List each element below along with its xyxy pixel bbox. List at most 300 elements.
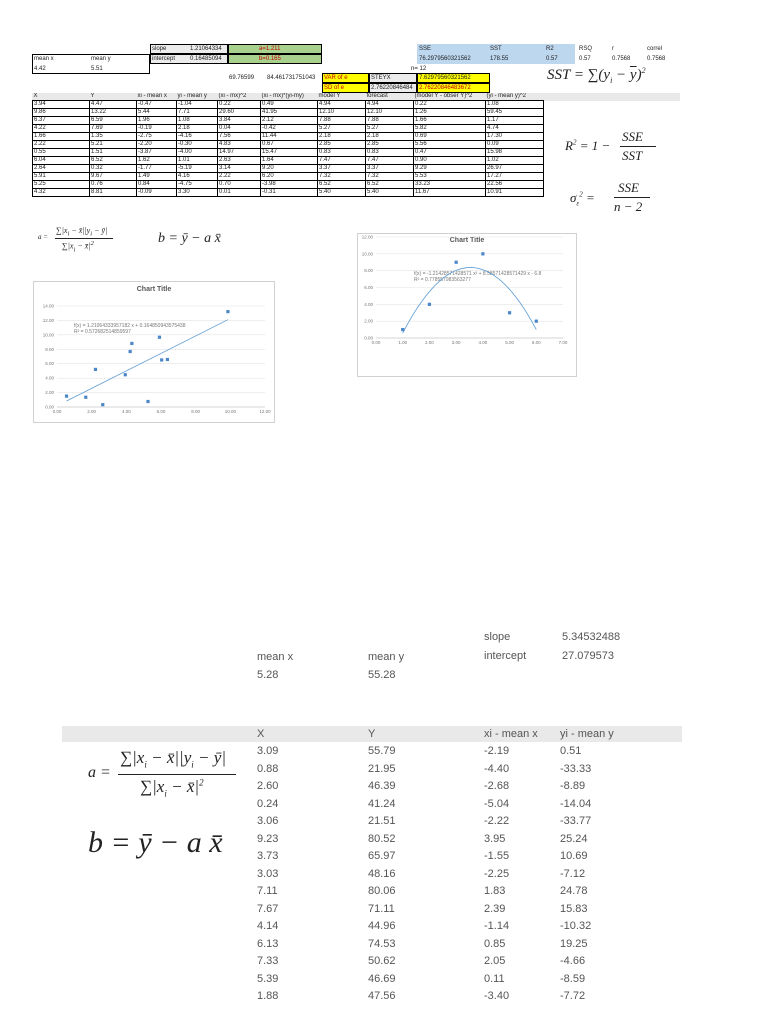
table-cell: 5.40 — [318, 189, 366, 197]
col-header: X — [33, 93, 38, 99]
data-point — [101, 403, 104, 406]
table-cell: -2.20 — [137, 141, 177, 149]
table-cell: 9.86 — [33, 109, 90, 117]
table-cell: 3.03 — [257, 867, 279, 880]
table-cell: 7.32 — [366, 173, 414, 181]
table-cell: -2.68 — [484, 780, 510, 792]
sse-label: SSE — [419, 46, 432, 52]
data-point — [65, 395, 68, 398]
slope-label: slope — [152, 46, 167, 52]
table-row — [33, 165, 544, 173]
table-cell: 1.88 — [257, 990, 279, 1002]
r-value: 0.7568 — [612, 56, 631, 62]
table-cell: -1.04 — [177, 101, 218, 109]
lower-table-header — [62, 726, 682, 742]
table-cell: 5.27 — [366, 125, 414, 133]
y-tick-label: 4.00 — [45, 375, 54, 381]
table-cell: 1.02 — [486, 157, 544, 165]
slope-round: a=1.211 — [259, 46, 281, 52]
slope-formula-small-num: $\sum|x_i$ − $x̄||y_i$ − ȳ| — [56, 226, 108, 238]
table-cell: 3.84 — [218, 117, 261, 125]
table-cell: 1.96 — [137, 117, 177, 125]
table-cell: 7.69 — [90, 125, 137, 133]
table-cell: 59.45 — [486, 109, 544, 117]
y-tick-label: 0.00 — [364, 335, 373, 341]
table-cell: 41.95 — [261, 109, 318, 117]
table-cell: 47.56 — [368, 990, 396, 1002]
table-cell: 2.64 — [33, 165, 90, 173]
table-cell: 9.23 — [257, 832, 279, 845]
table-cell: 22.56 — [486, 181, 544, 189]
table-row — [33, 109, 544, 117]
sd-e-value: 2.76220846484 — [371, 85, 413, 91]
table-cell: 2.39 — [484, 902, 506, 915]
table-cell: 7.71 — [177, 109, 218, 117]
table-row — [33, 141, 544, 149]
steyx-value: 7.62979560321562 — [419, 75, 471, 81]
data-point — [508, 311, 511, 314]
table-cell: 2.22 — [218, 173, 261, 181]
table-cell: 6.52 — [366, 181, 414, 189]
data-point — [158, 336, 161, 339]
table-row — [33, 133, 544, 141]
slope-formula-small-den: $\sum|x_i$ − $x̄|^2$ — [62, 240, 94, 254]
table-row — [62, 936, 682, 952]
rsq-value: 0.57 — [579, 56, 591, 62]
table-cell: 5.56 — [414, 141, 486, 149]
table-cell: 7.67 — [257, 902, 279, 915]
table-cell: 4.16 — [177, 173, 218, 181]
col-header: X — [257, 728, 265, 740]
slope-small-fraction-bar — [55, 238, 113, 239]
num-a: 69.76599 — [229, 75, 255, 81]
table-cell: 7.56 — [218, 133, 261, 141]
right-chart-equation: f(x) = -1.21428571428571 x² + 8.58571428571429 x - 6.8 — [414, 271, 542, 277]
intercept-label: intercept — [152, 56, 176, 62]
table-cell: 5.25 — [33, 181, 90, 189]
table-cell: 4.94 — [366, 101, 414, 109]
trendline — [67, 320, 228, 401]
table-cell: 12.10 — [318, 109, 366, 117]
table-cell: -5.19 — [177, 165, 218, 173]
table-cell: 46.69 — [368, 972, 396, 985]
table-cell: -1.55 — [484, 850, 510, 862]
x-tick-label: 6.00 — [531, 340, 541, 345]
table-cell: 7.47 — [366, 157, 414, 165]
table-cell: 0.55 — [33, 149, 90, 157]
x-tick-label: 4.00 — [121, 409, 131, 414]
table-cell: 3.37 — [366, 165, 414, 173]
table-cell: 4.22 — [33, 125, 90, 133]
x-tick-label: 1.00 — [398, 340, 408, 345]
table-cell: 10.69 — [560, 850, 588, 862]
data-point — [94, 368, 97, 371]
col-header: (model Y - obser Y)^2 — [414, 93, 473, 99]
table-cell: -0.42 — [261, 125, 318, 133]
r2-label: R2 — [546, 46, 554, 52]
x-tick-label: 2.00 — [87, 409, 97, 414]
x-tick-label: 0.00 — [371, 340, 381, 345]
table-cell: 41.24 — [368, 797, 396, 810]
mean-x-value: 4.42 — [34, 66, 46, 72]
table-cell: -1.77 — [137, 165, 177, 173]
intercept-formula-small: b = ȳ − a x̄ — [158, 231, 221, 246]
col-header: Y — [368, 728, 376, 740]
variance-formula-num: SSE — [618, 180, 639, 195]
table-cell: 1.26 — [414, 109, 486, 117]
table-cell: 2.18 — [318, 133, 366, 141]
r2-formula-den: SST — [622, 148, 643, 163]
table-cell: -33.33 — [560, 762, 592, 775]
table-cell: 4.32 — [33, 189, 90, 197]
table-cell: 55.79 — [368, 745, 396, 757]
right-chart-plot — [358, 234, 576, 376]
table-cell: 14.97 — [218, 149, 261, 157]
table-cell: 12.10 — [366, 109, 414, 117]
slope-formula-large-den: $\sum|x_i$ − $x̄|^2$ — [140, 777, 204, 799]
table-cell: 0.84 — [137, 181, 177, 189]
table-cell: 9.20 — [261, 165, 318, 173]
table-cell: 33.23 — [414, 181, 486, 189]
table-cell: 0.24 — [257, 797, 279, 810]
table-cell: 5.91 — [33, 173, 90, 181]
table-cell: 4.94 — [318, 101, 366, 109]
x-tick-label: 7.00 — [558, 340, 568, 345]
table-cell: 0.83 — [366, 149, 414, 157]
table-cell: -3.87 — [137, 149, 177, 157]
data-point — [124, 373, 127, 376]
table-cell: 7.32 — [318, 173, 366, 181]
table-cell: 7.88 — [366, 117, 414, 125]
table-cell: 29.60 — [218, 109, 261, 117]
table-cell: 5.44 — [137, 109, 177, 117]
table-cell: 1.08 — [486, 101, 544, 109]
table-cell: -1.14 — [484, 920, 510, 932]
mean-y-label: mean y — [91, 56, 111, 62]
table-cell: -0.09 — [137, 189, 177, 197]
y-tick-label: 2.00 — [45, 390, 54, 396]
table-cell: 0.22 — [218, 101, 261, 109]
table-cell: 6.52 — [90, 157, 137, 165]
lower-intercept-value: 27.079573 — [562, 650, 614, 662]
x-tick-label: 5.00 — [505, 340, 514, 345]
table-cell: -10.32 — [560, 920, 592, 932]
left-chart-plot — [34, 282, 274, 422]
table-cell: 50.62 — [368, 955, 396, 967]
lower-intercept-label: intercept — [484, 650, 527, 662]
table-cell: 6.37 — [33, 117, 90, 125]
col-header: (xi - mx)^2 — [218, 93, 247, 99]
table-cell: 48.16 — [368, 867, 396, 880]
y-tick-label: 8.00 — [364, 268, 373, 274]
data-point — [481, 252, 484, 255]
table-cell: -0.47 — [137, 101, 177, 109]
table-cell: 4.14 — [257, 920, 279, 932]
r2-value: 0.57 — [546, 56, 558, 62]
y-tick-label: 12.00 — [361, 234, 373, 240]
table-cell: 15.83 — [560, 902, 588, 915]
table-cell: 7.33 — [257, 955, 279, 967]
table-cell: 2.60 — [257, 780, 279, 792]
table-cell: 0.49 — [261, 101, 318, 109]
table-cell: 2.22 — [33, 141, 90, 149]
table-cell: 15.47 — [261, 149, 318, 157]
table-row — [33, 125, 544, 133]
table-cell: -0.19 — [137, 125, 177, 133]
table-cell: -33.77 — [560, 815, 592, 827]
table-cell: -4.16 — [177, 133, 218, 141]
r2-formula-num: SSE — [622, 129, 643, 144]
table-cell: 0.01 — [218, 189, 261, 197]
table-cell: -4.00 — [177, 149, 218, 157]
table-cell: 1.17 — [486, 117, 544, 125]
slope-formula-small: a = — [38, 233, 48, 241]
table-cell: 6.20 — [261, 173, 318, 181]
x-tick-label: 4.00 — [478, 340, 488, 345]
intercept-value: 0.16485094 — [190, 56, 222, 62]
table-cell: 2.85 — [318, 141, 366, 149]
table-cell: 3.06 — [257, 815, 279, 827]
intercept-formula-large: b = ȳ − a x̄ — [88, 826, 223, 859]
table-cell: 9.67 — [90, 173, 137, 181]
table-cell: -2.19 — [484, 745, 510, 757]
table-cell: 1.08 — [177, 117, 218, 125]
table-cell: 4.74 — [486, 125, 544, 133]
x-tick-label: 10.00 — [224, 409, 236, 414]
data-point — [428, 303, 431, 306]
data-point — [166, 358, 169, 361]
table-cell: 3.14 — [218, 165, 261, 173]
table-cell: 1.51 — [90, 149, 137, 157]
variance-fraction-bar — [614, 197, 650, 198]
steyx-label: STEYX — [371, 75, 391, 81]
table-cell: 5.40 — [366, 189, 414, 197]
sd-e-value2: 2.76220846483672 — [419, 85, 471, 91]
y-tick-label: 6.00 — [45, 361, 54, 367]
table-cell: 25.24 — [560, 832, 588, 845]
table-cell: 0.22 — [414, 101, 486, 109]
table-cell: -4.75 — [177, 181, 218, 189]
table-cell: 17.30 — [486, 133, 544, 141]
x-tick-label: 8.00 — [191, 409, 201, 414]
table-row — [62, 901, 682, 917]
table-cell: 17.27 — [486, 173, 544, 181]
sst-label: SST — [490, 46, 502, 52]
lower-mean-y-value: 55.28 — [368, 669, 396, 681]
left-chart — [33, 281, 275, 423]
slope-formula-large-num: $\sum|x_i$ − $x̄||y_i$ − ȳ| — [120, 748, 226, 770]
top-data-table — [32, 93, 544, 197]
table-cell: -2.75 — [137, 133, 177, 141]
table-cell: -7.12 — [560, 867, 586, 880]
table-cell: 5.21 — [90, 141, 137, 149]
correl-value: 0.7568 — [647, 56, 666, 62]
lower-mean-x-label: mean x — [257, 651, 294, 663]
sse-value: 76.2979560321562 — [419, 56, 471, 62]
table-cell: 11.44 — [261, 133, 318, 141]
table-cell: 21.51 — [368, 815, 396, 827]
table-cell: -8.89 — [560, 780, 586, 792]
data-point — [129, 350, 132, 353]
table-cell: 3.95 — [484, 832, 506, 845]
table-row — [33, 181, 544, 189]
table-row — [33, 173, 544, 181]
table-cell: -3.98 — [261, 181, 318, 189]
table-cell: 1.35 — [90, 133, 137, 141]
table-cell: -2.22 — [484, 815, 510, 827]
x-tick-label: 12.00 — [259, 409, 271, 414]
table-cell: 0.32 — [90, 165, 137, 173]
correl-label: correl — [647, 46, 663, 52]
table-cell: 0.90 — [414, 157, 486, 165]
table-cell: 3.94 — [33, 101, 90, 109]
table-cell: 6.52 — [318, 181, 366, 189]
col-header: model Y — [318, 93, 341, 99]
table-cell: 74.53 — [368, 937, 396, 950]
table-cell: 2.85 — [366, 141, 414, 149]
table-cell: -5.04 — [484, 797, 510, 810]
table-cell: 2.18 — [366, 133, 414, 141]
left-chart-equation: f(x) = 1.21064333957182 x + 0.164850943575438 — [74, 323, 186, 329]
table-cell: 44.96 — [368, 920, 396, 932]
slope-large-fraction-bar — [118, 774, 236, 775]
table-cell: 80.06 — [368, 885, 396, 897]
left-chart-r2: R² = 0.572682514859597 — [74, 329, 131, 335]
table-cell: 10.91 — [486, 189, 544, 197]
right-chart — [357, 233, 577, 377]
table-cell: 5.53 — [414, 173, 486, 181]
col-header: (yi - mean y)^2 — [486, 93, 526, 99]
table-cell: 5.82 — [414, 125, 486, 133]
table-cell: 5.27 — [318, 125, 366, 133]
table-cell: 3.37 — [318, 165, 366, 173]
y-tick-label: 2.00 — [364, 318, 373, 324]
table-cell: -7.72 — [560, 990, 586, 1002]
r2-fraction-bar — [620, 146, 656, 147]
trendline — [403, 268, 537, 334]
num-b: 84.461731751043 — [267, 75, 316, 81]
table-row — [62, 918, 682, 934]
table-cell: 1.83 — [484, 885, 506, 897]
table-cell: 0.83 — [318, 149, 366, 157]
table-cell: 1.66 — [33, 133, 90, 141]
lower-mean-x-value: 5.28 — [257, 669, 279, 681]
y-tick-label: 10.00 — [42, 332, 54, 338]
table-cell: 0.67 — [261, 141, 318, 149]
y-tick-label: 6.00 — [364, 285, 373, 290]
table-cell: 2.63 — [218, 157, 261, 165]
table-cell: 0.51 — [560, 745, 582, 757]
table-row — [62, 866, 682, 882]
table-cell: 0.04 — [218, 125, 261, 133]
variance-formula-den: n − 2 — [614, 199, 643, 214]
table-row — [33, 157, 544, 165]
table-row — [62, 953, 682, 969]
table-cell: 3.73 — [257, 850, 279, 862]
table-cell: 6.04 — [33, 157, 90, 165]
table-row — [33, 189, 544, 197]
col-header: Y — [90, 93, 95, 99]
data-point — [401, 328, 404, 331]
table-cell: 2.05 — [484, 955, 506, 967]
table-cell: 0.69 — [414, 133, 486, 141]
table-row — [62, 883, 682, 899]
table-cell: 46.39 — [368, 780, 396, 792]
table-cell: -2.25 — [484, 867, 510, 880]
right-chart-title: Chart Title — [449, 237, 485, 244]
table-cell: -8.59 — [560, 972, 586, 985]
table-cell: 5.39 — [257, 972, 279, 985]
table-cell: 3.09 — [257, 745, 279, 757]
y-tick-label: 0.00 — [45, 404, 54, 410]
table-cell: -4.66 — [560, 955, 586, 967]
table-cell: 0.09 — [486, 141, 544, 149]
data-point — [84, 396, 87, 399]
table-cell: 4.83 — [218, 141, 261, 149]
table-cell: 7.88 — [318, 117, 366, 125]
sst-value: 178.55 — [490, 56, 509, 62]
n-label: n= 12 — [411, 66, 427, 72]
table-cell: 0.47 — [414, 149, 486, 157]
table-cell: 0.70 — [218, 181, 261, 189]
table-cell: 80.52 — [368, 832, 396, 845]
y-tick-label: 8.00 — [45, 346, 54, 352]
table-cell: -4.40 — [484, 762, 510, 775]
lower-mean-y-label: mean y — [368, 651, 405, 663]
table-cell: -14.04 — [560, 797, 592, 810]
table-cell: 9.29 — [414, 165, 486, 173]
x-tick-label: 3.00 — [451, 340, 461, 345]
table-cell: 1.66 — [414, 117, 486, 125]
r2-formula: $R^2 = 1$ − — [565, 138, 611, 153]
y-tick-label: 12.00 — [42, 317, 54, 323]
table-cell: 2.18 — [177, 125, 218, 133]
table-cell: 0.76 — [90, 181, 137, 189]
table-row — [33, 117, 544, 125]
table-cell: 0.88 — [257, 762, 279, 775]
x-tick-label: 2.00 — [425, 340, 434, 345]
data-point — [146, 400, 149, 403]
table-cell: 19.25 — [560, 937, 588, 950]
table-cell: 1.49 — [137, 173, 177, 181]
table-cell: -3.40 — [484, 990, 510, 1002]
col-header: xi - mean x — [484, 728, 538, 740]
var-e-label: VAR of e — [324, 75, 348, 81]
table-cell: -0.30 — [177, 141, 218, 149]
table-cell: 26.97 — [486, 165, 544, 173]
table-cell: 3.30 — [177, 189, 218, 197]
right-chart-r2: R² = 0.778557983563277 — [414, 277, 471, 283]
x-tick-label: 6.00 — [156, 409, 166, 414]
variance-formula: $\sigma_\varepsilon^2$ = — [570, 190, 595, 208]
y-tick-label: 10.00 — [361, 251, 373, 257]
slope-value: 1.21064334 — [190, 46, 222, 52]
table-cell: 15.98 — [486, 149, 544, 157]
mean-x-label: mean x — [34, 56, 54, 62]
left-chart-title: Chart Title — [136, 286, 172, 293]
intercept-round: b=0.165 — [259, 56, 281, 62]
top-table-header — [33, 93, 544, 101]
table-row — [33, 149, 544, 157]
table-cell: 24.78 — [560, 885, 588, 897]
table-cell: 21.95 — [368, 762, 396, 775]
table-cell: 1.62 — [137, 157, 177, 165]
table-cell: 4.47 — [90, 101, 137, 109]
sst-formula: SST = $\sum(y_i - \overline{y})^2$ — [547, 66, 646, 85]
y-tick-label: 14.00 — [42, 303, 54, 309]
data-point — [535, 320, 538, 323]
col-header: forecast — [366, 93, 388, 99]
